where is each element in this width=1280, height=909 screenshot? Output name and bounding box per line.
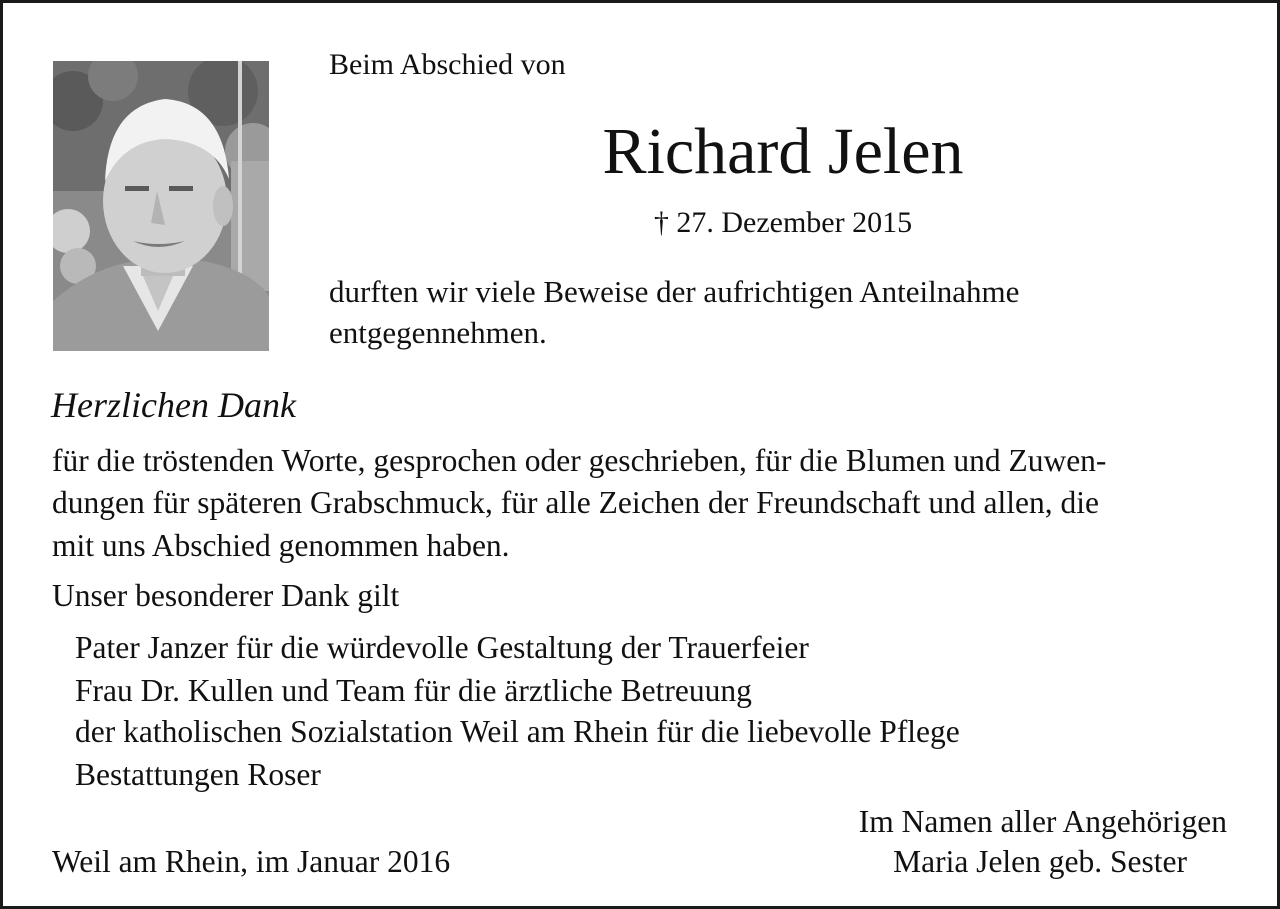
- received-text-line: durften wir viele Beweise der aufrichtigen Anteilnahme: [329, 274, 1020, 309]
- special-thanks-intro: Unser besonderer Dank gilt: [52, 578, 400, 613]
- deceased-name: Richard Jelen: [602, 115, 964, 188]
- special-thanks-item: Pater Janzer für die würdevolle Gestaltung der Trauerfeier: [75, 630, 809, 665]
- thanks-heading: Herzlichen Dank: [51, 385, 296, 425]
- portrait-photo: [53, 61, 269, 351]
- thanks-paragraph-line: für die tröstenden Worte, gesprochen oder geschrieben, für die Blumen und Zuwen-: [52, 443, 1107, 478]
- intro-text: Beim Abschied von: [329, 48, 566, 81]
- received-text-line: entgegennehmen.: [329, 315, 547, 350]
- signature-name: Maria Jelen geb. Sester: [893, 844, 1187, 879]
- thanks-paragraph-line: dungen für späteren Grabschmuck, für alle Zeichen der Freundschaft und allen, die: [52, 485, 1099, 520]
- special-thanks-item: Bestattungen Roser: [75, 757, 321, 792]
- place-date: Weil am Rhein, im Januar 2016: [52, 844, 451, 879]
- signature-line: Im Namen aller Angehörigen: [858, 804, 1227, 839]
- death-date: † 27. Dezember 2015: [653, 206, 913, 239]
- thanks-paragraph-line: mit uns Abschied genommen haben.: [52, 528, 510, 563]
- special-thanks-item: Frau Dr. Kullen und Team für die ärztliche Betreuung: [75, 673, 752, 708]
- special-thanks-item: der katholischen Sozialstation Weil am Rhein für die liebevolle Pflege: [75, 714, 960, 749]
